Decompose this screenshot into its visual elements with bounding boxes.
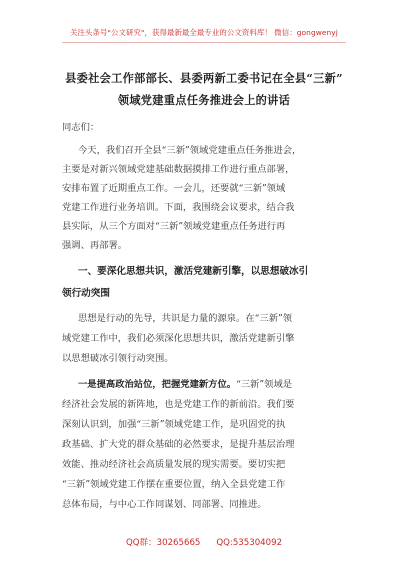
paragraph-2-line-3: 以思想破冰引领行动突围。: [62, 353, 174, 364]
section-1-heading-line-1: 一、要深化思想共识，激活党建新引擎，以思想破冰引: [78, 266, 309, 277]
paragraph-1-line-2: 主要是对新兴领域党建基础数据摸排工作进行重点部署，: [62, 164, 295, 175]
paragraph-2-line-2: 域党建工作中，我们必须深化思想共识，激活党建新引擎: [62, 333, 295, 344]
paragraph-1-line-1: 今天，我们召开全县“三新”领域党建重点任务推进会，: [78, 145, 302, 156]
point-1-bold-text: 一是提高政治站位，把握党建新方位。: [78, 379, 237, 390]
salutation: 同志们：: [62, 122, 100, 133]
paragraph-3-line-5: “三新”领域党建工作摆在重要位置，纳入全县党建工作: [62, 479, 286, 490]
point-1-line: [78, 379, 292, 391]
paragraph-3-line-6: 总体布局，与中心工作同谋划、同部署、同推进。: [62, 499, 267, 510]
paragraph-1-line-6: 强调、再部署。: [62, 240, 128, 251]
paragraph-2-line-1: 思想是行动的先导，共识是力量的源泉。在“三新”领: [78, 313, 293, 324]
footer-qq: QQ:535304092: [216, 538, 283, 548]
header-banner: 关注头条号"公文研究"，获得最新最全最专业的公文资料库！ 微信：gongwenyj: [70, 28, 338, 37]
paragraph-1-line-3: 安排布置了近期重点工作。一会儿，还要就“三新”领域: [62, 183, 286, 194]
paragraph-3-line-2: 深刻认识到，加强“三新”领域党建工作，是巩固党的执: [62, 419, 286, 430]
paragraph-1-line-4: 党建工作进行业务培训。下面，我围绕会议要求，结合我: [62, 202, 295, 213]
document-title-line-2: 领域党建重点任务推进会上的讲话: [117, 93, 291, 107]
paragraph-3-line-4: 效能、推动经济社会高质量发展的现实需要。要切实把: [62, 459, 286, 470]
paragraph-1-line-5: 县实际，从三个方面对“三新”领域党建重点任务进行再: [62, 221, 286, 232]
footer-contact: [20, 536, 388, 548]
paragraph-3-line-3: 政基础、扩大党的群众基础的必然要求，是提升基层治理: [62, 439, 295, 450]
point-1-rest-text: “三新”领域是: [236, 379, 293, 390]
section-1-heading-line-2: 领行动突围: [62, 288, 110, 299]
paragraph-3-line-1: 经济社会发展的新阵地，也是党建工作的新前沿。我们要: [62, 399, 295, 410]
document-title-line-1: 县委社会工作部部长、县委两新工委书记在全县“三新”: [65, 71, 343, 85]
footer-qq-group: QQ群：30265665: [125, 538, 201, 548]
header-divider: [62, 42, 346, 43]
